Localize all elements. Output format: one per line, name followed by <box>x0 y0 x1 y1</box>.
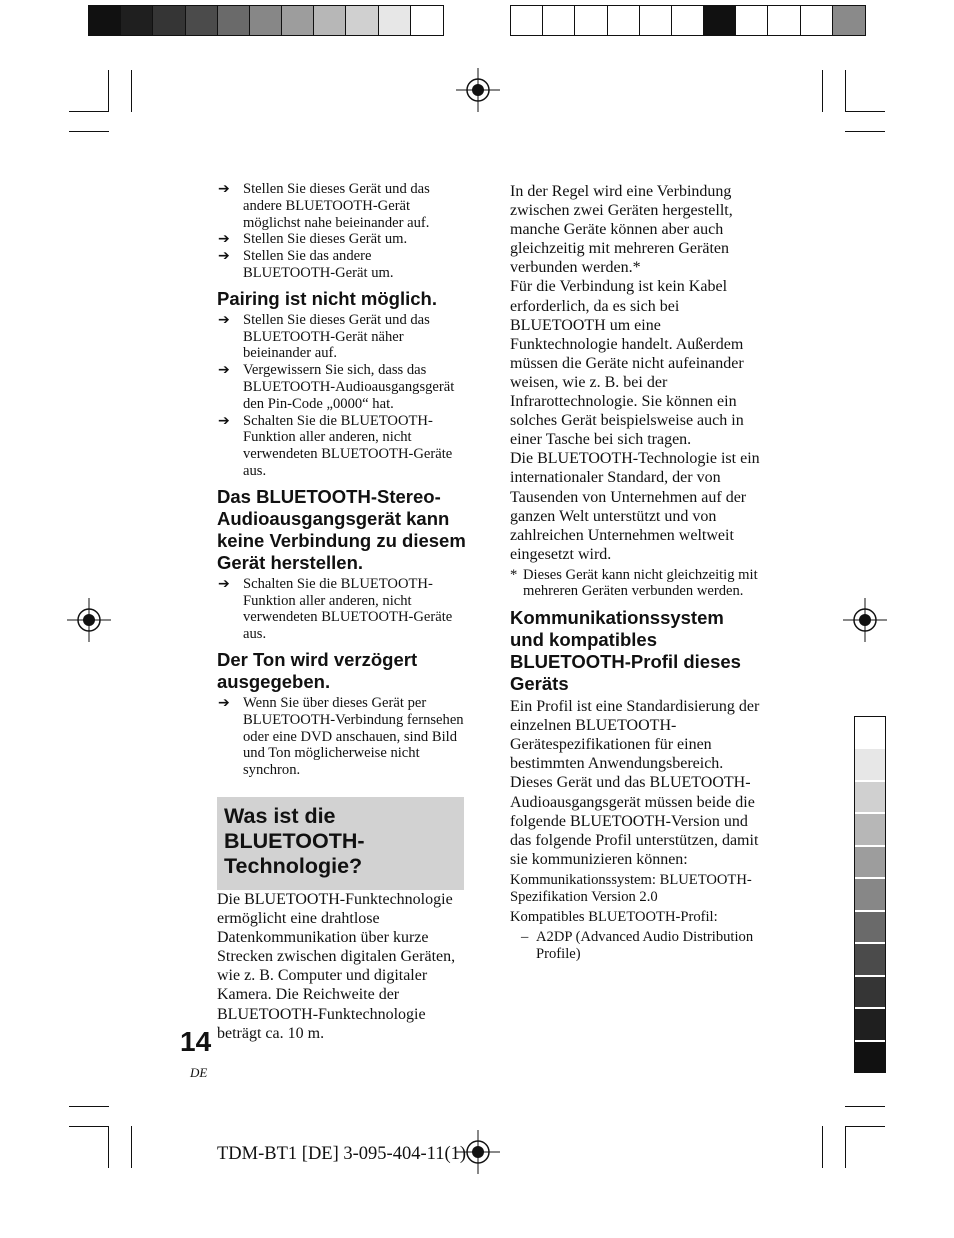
color-swatch <box>411 6 443 35</box>
connect-heading: Das BLUETOOTH-Stereo-Audioausgangsgerät kann keine Verbindung zu diesem Gerät herstellen. <box>217 485 466 573</box>
footnote-mark: * <box>510 566 518 583</box>
color-swatch <box>855 717 885 749</box>
crop-mark <box>845 1126 846 1168</box>
bullet-item <box>217 576 467 643</box>
bullet-item <box>217 362 467 412</box>
color-swatch <box>855 944 885 976</box>
arrow-right-icon: ➔ <box>218 311 230 328</box>
color-swatch <box>855 814 885 846</box>
bullet-item <box>217 231 467 248</box>
bullet-text: Stellen Sie dieses Gerät und das BLUETOOTH-Gerät näher beieinander auf. <box>243 311 430 362</box>
color-swatch <box>672 6 704 35</box>
color-swatch <box>855 782 885 814</box>
paragraph: Die BLUETOOTH-Technologie ist ein internationaler Standard, der von Tausenden von Unternehmen auf der ganzen Welt unterstützt und von zahlreichen Unternehmen weltweit eingesetzt wird. <box>510 450 760 563</box>
profile-label: Kompatibles BLUETOOTH-Profil: <box>510 908 718 925</box>
bullet-item <box>217 413 467 480</box>
bullet-item <box>217 248 467 282</box>
paragraph: Für die Verbindung ist kein Kabel erforderlich, da es sich bei BLUETOOTH um eine Funktechnologie handelt. Außerdem müssen die Geräte nicht aufeinander weisen, wie z. B. bei der Infrarottechnologie. Sie können ein solches Gerät beispielsweise auch in einer Tasche bei sich tragen. <box>510 278 744 449</box>
color-swatch <box>250 6 282 35</box>
crop-mark <box>69 1106 109 1107</box>
bullet-text: Vergewissern Sie sich, dass das BLUETOOTH-Audioausgangsgerät den Pin-Code „0000“ hat. <box>243 362 455 412</box>
side-color-strip <box>854 716 886 1073</box>
color-swatch <box>768 6 800 35</box>
crop-mark <box>822 70 823 112</box>
connect-bullet-list <box>217 576 467 643</box>
registration-mark-icon <box>843 598 887 642</box>
color-swatch <box>855 1009 885 1041</box>
crop-mark <box>845 131 885 132</box>
language-code: DE <box>190 1065 208 1080</box>
color-swatch <box>833 6 865 35</box>
profile-dash: – <box>521 928 529 945</box>
arrow-right-icon: ➔ <box>218 412 230 429</box>
arrow-right-icon: ➔ <box>218 694 230 711</box>
color-swatch <box>855 879 885 911</box>
pairing-bullet-list <box>217 312 467 480</box>
color-swatch <box>640 6 672 35</box>
footnote-text: Dieses Gerät kann nicht gleichzeitig mit mehreren Geräten verbunden werden. <box>523 566 758 600</box>
arrow-right-icon: ➔ <box>218 575 230 592</box>
color-swatch <box>801 6 833 35</box>
profile-item-text: A2DP (Advanced Audio Distribution Profile) <box>536 928 754 962</box>
crop-mark <box>845 70 846 112</box>
crop-mark <box>108 70 109 112</box>
crop-mark <box>69 131 109 132</box>
registration-mark-icon <box>456 68 500 112</box>
color-swatch <box>704 6 736 35</box>
crop-mark <box>69 111 109 112</box>
section-title-box <box>217 797 464 890</box>
color-swatch <box>543 6 575 35</box>
color-swatch <box>379 6 411 35</box>
footnote <box>510 567 760 600</box>
arrow-right-icon: ➔ <box>218 231 230 248</box>
bullet-item <box>217 695 467 779</box>
paragraph: In der Regel wird eine Verbindung zwischen zwei Geräten hergestellt, manche Geräte können aber auch gleichzeitig mit mehreren Geräten verbunden werden.* <box>510 183 733 277</box>
crop-mark <box>131 70 132 112</box>
intro-text: Die BLUETOOTH-Funktechnologie ermöglicht eine drahtlose Datenkommunikation über kurze Strecken zwischen digitalen Geräten, wie z. B. Computer und digitaler Kamera. Die Reichweite der BLUETOOTH-Funktechnologie beträgt ca. 10 m. <box>217 891 456 1042</box>
arrow-right-icon: ➔ <box>218 362 230 379</box>
crop-mark <box>845 111 885 112</box>
crop-mark <box>845 1126 885 1127</box>
intro-section <box>217 890 467 1043</box>
system-text: Ein Profil ist eine Standardisierung der einzelnen BLUETOOTH-Gerätespezifikationen für einen bestimmten Anwendungsbereich. Dieses Gerät und das BLUETOOTH-Audioausgangsgerät müssen beide die folgende BLUETOOTH-Version und das folgende Profil unterstützen, damit sie kommunizieren können: <box>510 698 760 868</box>
color-swatch <box>153 6 185 35</box>
color-bar-left <box>88 5 444 36</box>
right-column <box>510 182 760 962</box>
color-swatch <box>736 6 768 35</box>
registration-mark-icon <box>67 598 111 642</box>
bullet-item <box>217 312 467 362</box>
comm-system: Kommunikationssystem: BLUETOOTH-Spezifikation Version 2.0 <box>510 871 752 905</box>
color-swatch <box>608 6 640 35</box>
color-swatch <box>855 749 885 781</box>
color-swatch <box>855 1042 885 1072</box>
crop-mark <box>131 1126 132 1168</box>
color-swatch <box>855 912 885 944</box>
crop-mark <box>845 1106 885 1107</box>
bullet-text: Stellen Sie dieses Gerät und das andere BLUETOOTH-Gerät möglichst nahe beieinander auf. <box>243 181 430 231</box>
delay-bullet-list <box>217 695 467 779</box>
color-swatch <box>121 6 153 35</box>
arrow-right-icon: ➔ <box>218 248 230 265</box>
color-swatch <box>282 6 314 35</box>
delay-heading: Der Ton wird verzögert ausgegeben. <box>217 648 418 692</box>
pairing-heading: Pairing ist nicht möglich. <box>217 287 437 309</box>
color-swatch <box>575 6 607 35</box>
crop-mark <box>69 1126 109 1127</box>
color-swatch <box>346 6 378 35</box>
footer-text: TDM-BT1 [DE] 3-095-404-11(1) <box>217 1144 467 1164</box>
color-bar-right <box>510 5 866 36</box>
color-swatch <box>186 6 218 35</box>
bullet-text: Schalten Sie die BLUETOOTH-Funktion aller anderen, nicht verwendeten BLUETOOTH-Geräte aus. <box>243 575 453 643</box>
bullet-item <box>217 181 467 231</box>
bullet-text: Schalten Sie die BLUETOOTH-Funktion aller anderen, nicht verwendeten BLUETOOTH-Geräte aus. <box>243 412 453 479</box>
bullet-text: Stellen Sie das andere BLUETOOTH-Gerät um. <box>243 248 394 281</box>
profile-item <box>510 929 760 963</box>
system-heading: Kommunikationssystem und kompatibles BLUETOOTH-Profil dieses Geräts <box>510 607 741 695</box>
arrow-right-icon: ➔ <box>218 181 230 197</box>
crop-mark <box>822 1126 823 1168</box>
paragraph-list <box>510 182 760 564</box>
color-swatch <box>89 6 121 35</box>
section-title: Was ist die BLUETOOTH-Technologie? <box>224 804 365 878</box>
color-swatch <box>855 847 885 879</box>
bullet-text: Stellen Sie dieses Gerät um. <box>243 231 408 248</box>
color-swatch <box>218 6 250 35</box>
color-swatch <box>855 977 885 1009</box>
top-bullet-list <box>217 181 467 282</box>
page-number: 14 <box>180 1026 212 1057</box>
color-swatch <box>314 6 346 35</box>
crop-mark <box>108 1126 109 1168</box>
bullet-text: Wenn Sie über dieses Gerät per BLUETOOTH-Verbindung fernsehen oder eine DVD anschauen, sind Bild und Ton möglicherweise nicht synchron. <box>243 694 464 779</box>
left-column <box>217 181 467 779</box>
color-swatch <box>511 6 543 35</box>
